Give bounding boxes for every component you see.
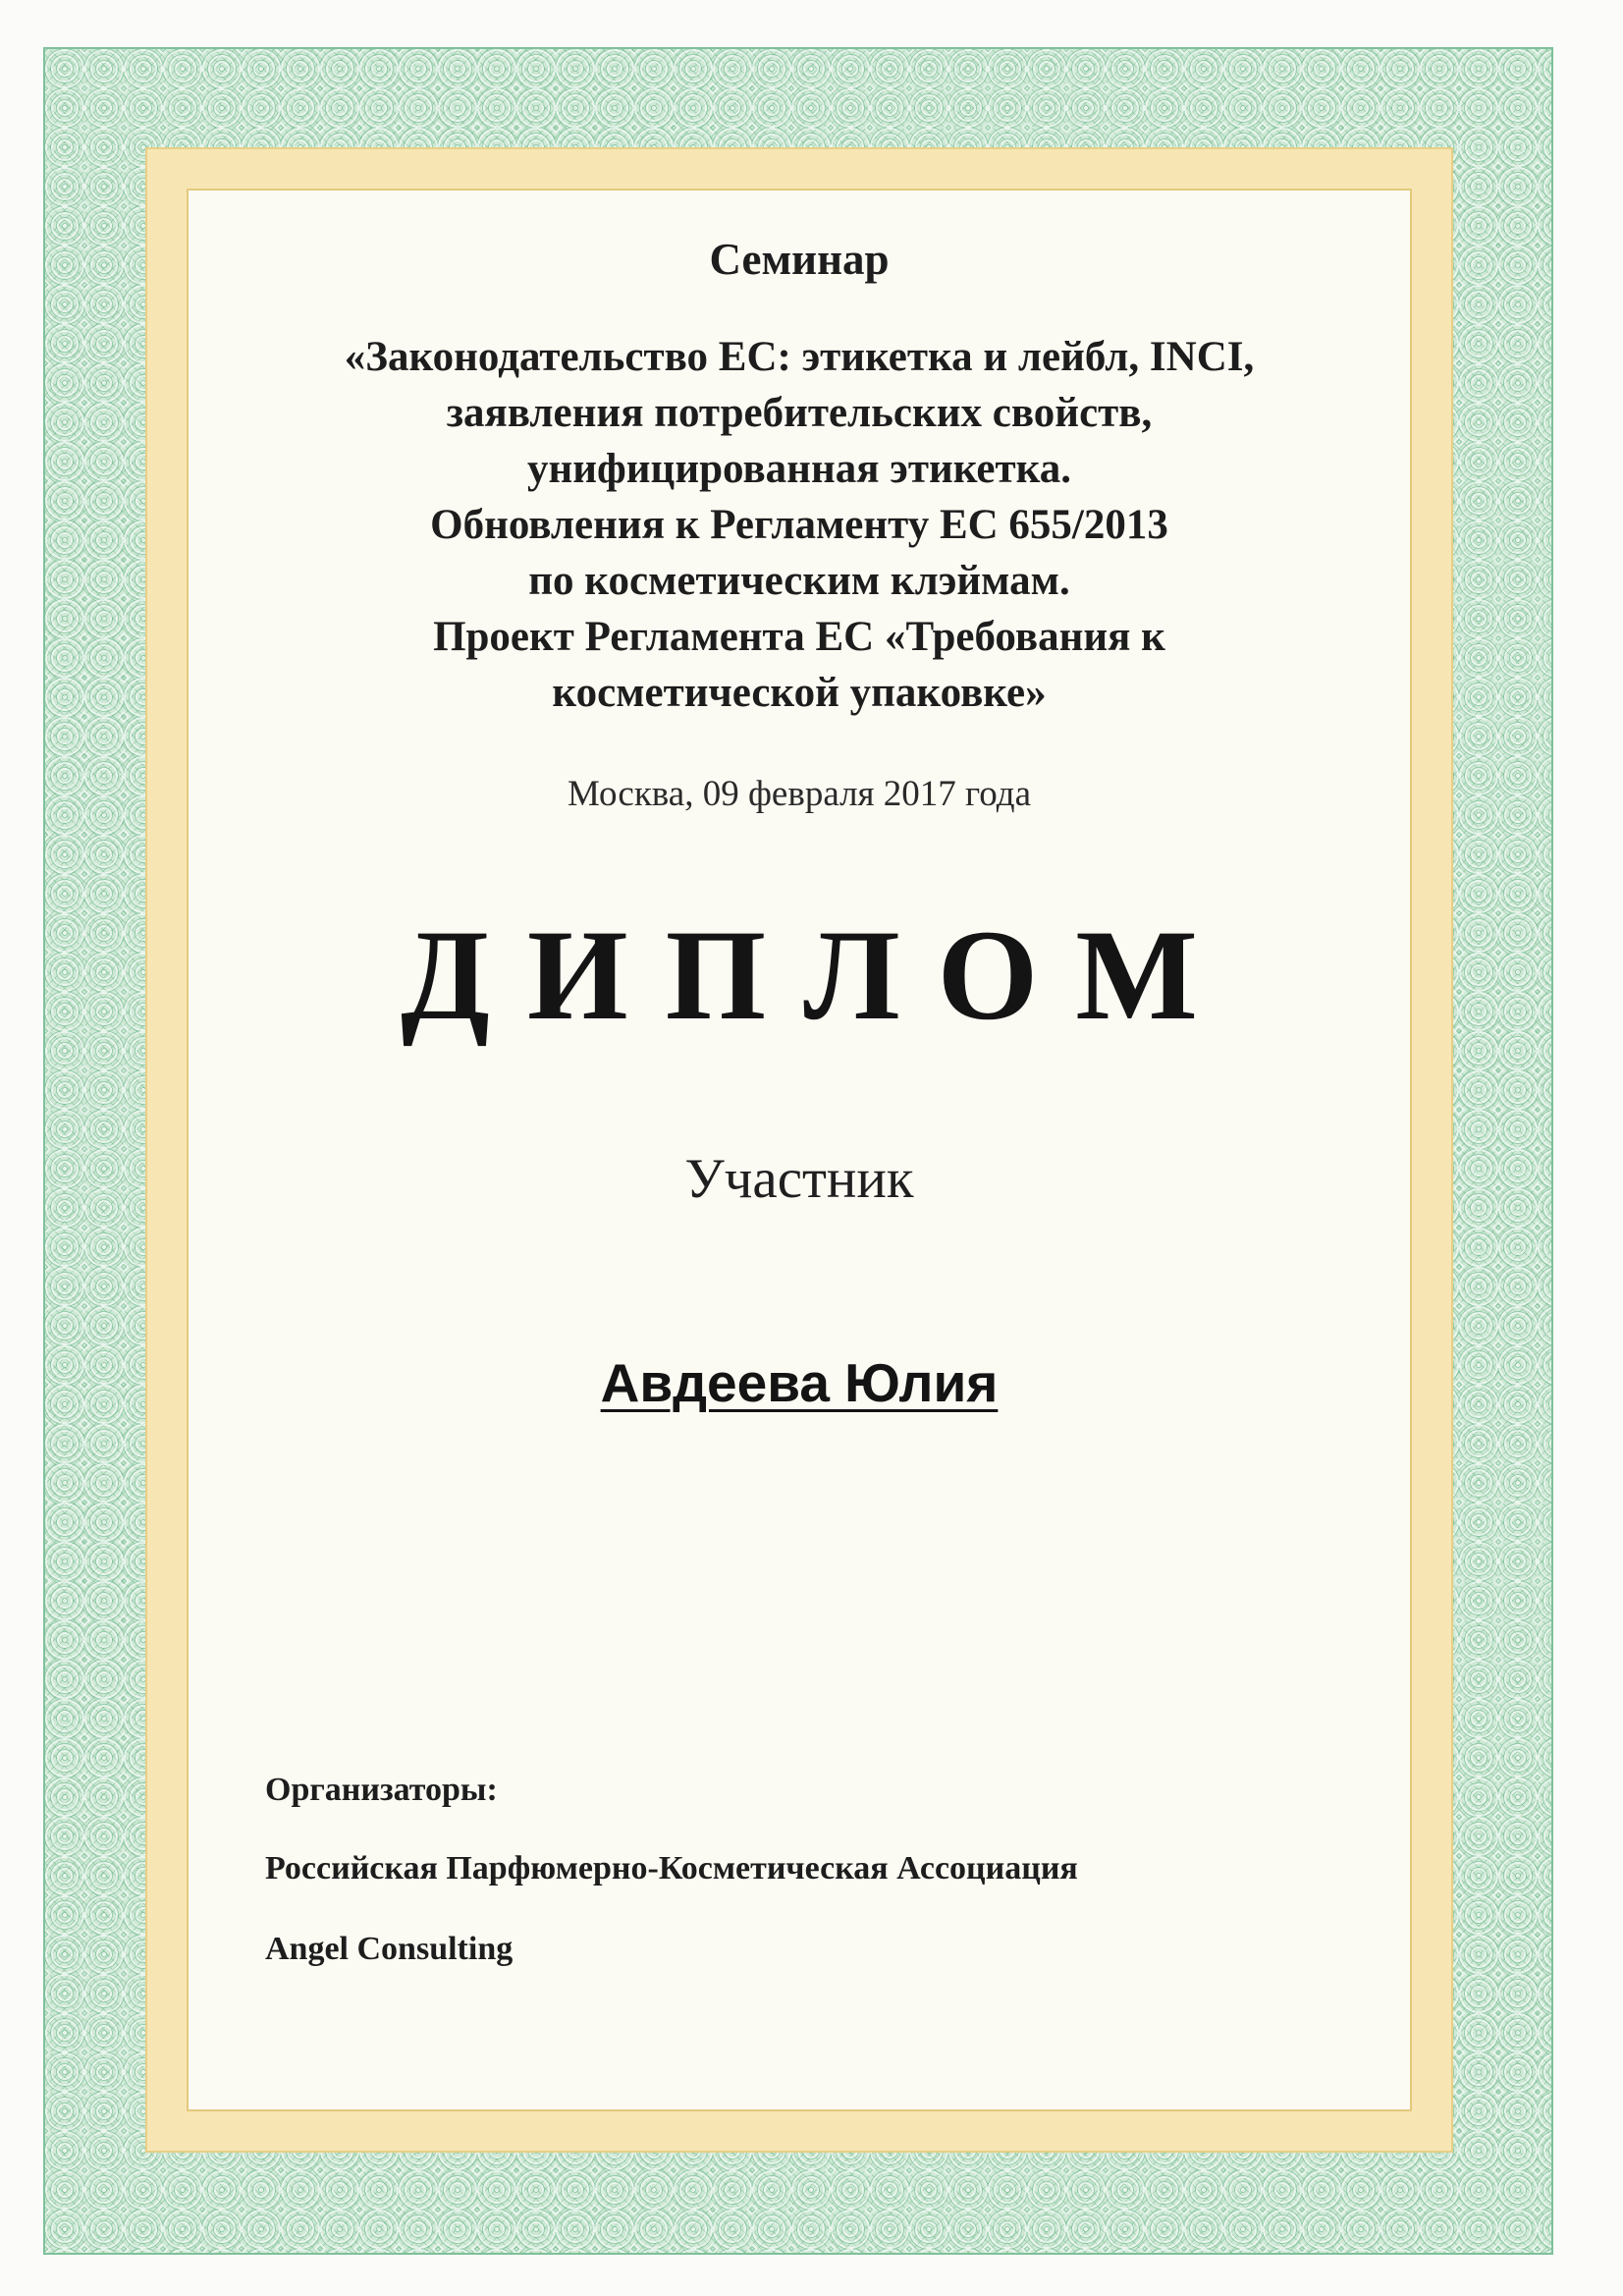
diploma-content <box>187 189 1412 2111</box>
organizers-label: Организаторы: <box>265 1772 498 1808</box>
seminar-title-line: заявления потребительских свойств, <box>446 390 1153 436</box>
seminar-title-line: косметической упаковке» <box>552 670 1047 716</box>
organizer-item: Angel Consulting <box>265 1931 514 1967</box>
seminar-title-line: Проект Регламента ЕС «Требования к <box>433 614 1165 660</box>
seminar-title-line: по косметическим клэймам. <box>528 558 1070 604</box>
seminar-title-line: «Законодательство ЕС: этикетка и лейбл, INCI, <box>344 334 1255 380</box>
seminar-title-line: унифицированная этикетка. <box>526 446 1072 492</box>
seminar-label: Семинар <box>709 235 890 284</box>
recipient-name-block <box>187 1351 1412 1414</box>
place-and-date: Москва, 09 февраля 2017 года <box>568 774 1031 814</box>
recipient-name: Авдеева Юлия <box>600 1352 999 1413</box>
diploma-heading: ДИПЛОМ <box>401 902 1235 1047</box>
participant-role: Участник <box>684 1148 914 1210</box>
organizer-item: Российская Парфюмерно-Косметическая Ассоциация <box>265 1850 1078 1886</box>
seminar-title <box>187 329 1412 721</box>
seminar-title-line: Обновления к Регламенту ЕС 655/2013 <box>430 502 1168 548</box>
